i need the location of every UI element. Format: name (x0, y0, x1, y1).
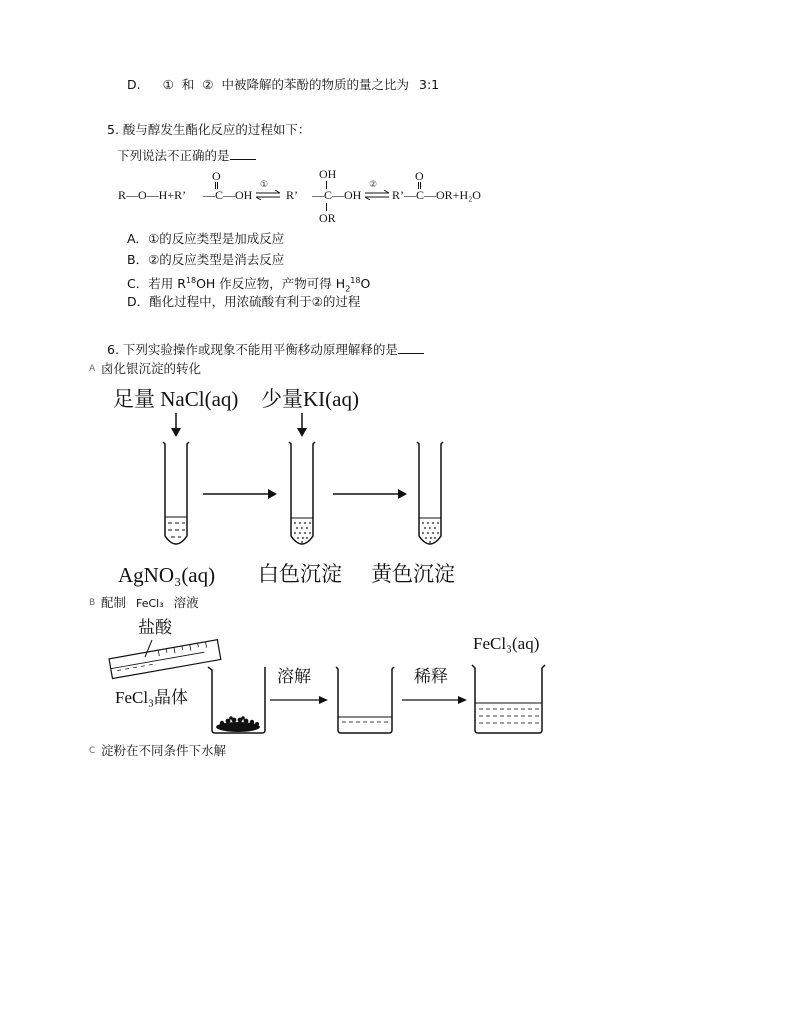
isotope-sup-1: 18 (185, 276, 197, 285)
label-fecl3-crystal: FeCl₃晶体 (115, 688, 188, 707)
label-hydrochloric-acid: 盐酸 (138, 618, 172, 638)
equilibrium-arrow-1 (255, 190, 281, 200)
equilibrium-arrow-2 (364, 190, 390, 200)
label-yellow-precipitate: 黄色沉淀 (371, 562, 455, 586)
label-agno3: AgNO₃(aq) (118, 563, 216, 587)
option-label: A． (127, 231, 149, 246)
eq-ester-product: R’—C—OR+H₂O (392, 188, 481, 202)
q4-option-d (127, 77, 439, 93)
option-text: ②的反应类型是消去反应 (148, 252, 285, 267)
prompt-text: 下列说法不正确的是 (117, 148, 230, 163)
circled-two: ② (202, 77, 214, 92)
label-fecl3-solution: FeCl₃(aq) (473, 634, 540, 653)
option-text-mid: OH 作反应物，产物可得 H (196, 276, 346, 292)
figure-fecl3-preparation (100, 615, 570, 740)
single-bond-bottom (326, 203, 328, 211)
q6-stem (107, 340, 424, 358)
step-1-mark: ① (260, 180, 269, 190)
q6-option-a-marker: A (89, 364, 96, 374)
q6-option-c-text: 淀粉在不同条件下水解 (101, 743, 227, 758)
eq-alcohol: R—O—H+R’ (118, 188, 187, 202)
option-text-post: O (360, 276, 371, 292)
q5-stem: 5. 酸与醇发生酯化反应的过程如下： (107, 122, 311, 137)
option-label: D. (127, 77, 141, 92)
stem-text: 6. 下列实验操作或现象不能用平衡移动原理解释的是 (107, 342, 398, 357)
q6-option-b-text (101, 595, 199, 612)
eq-or-bottom: OR (319, 211, 336, 225)
isotope-sup-2: 18 (350, 276, 361, 285)
q5-option-d (127, 294, 360, 310)
ratio: 3:1 (419, 77, 440, 92)
q5-prompt (117, 146, 256, 164)
q6-option-c-marker: C (89, 746, 96, 756)
eq-o-top-2: O (415, 169, 424, 183)
option-text: 酯化过程中，用浓硫酸有利于②的过程 (149, 294, 361, 309)
label-dissolve: 溶解 (277, 667, 311, 687)
q6-option-a-text: 卤化银沉淀的转化 (101, 361, 202, 376)
option-label: D． (127, 294, 150, 309)
q5-option-b (127, 252, 284, 268)
option-label: C． (127, 276, 149, 292)
label-dilute: 稀释 (414, 667, 448, 687)
q6-option-b-marker: B (89, 598, 96, 608)
figure-silver-halide (92, 384, 472, 589)
eq-mid-r: R’ (286, 188, 298, 202)
text-pre: 配制 (101, 595, 127, 610)
option-text: ①的反应类型是加成反应 (148, 231, 285, 246)
eq-oh-top: OH (319, 167, 337, 181)
test-tube-drawing (92, 384, 472, 589)
option-label: B． (127, 252, 149, 267)
reagent-ki: 少量KI(aq) (261, 387, 359, 411)
formula: FeCl₃ (136, 597, 164, 610)
beaker-drawing (100, 615, 570, 740)
eq-o-top-1: O (212, 169, 221, 183)
option-text: 中被降解的苯酚的物质的量之比为 (221, 77, 410, 92)
q5-option-a (127, 231, 284, 247)
esterification-equation (118, 166, 498, 226)
subscript-2: 2 (345, 284, 351, 294)
reagent-nacl: 足量 NaCl(aq) (113, 387, 239, 411)
eq-acid-part: —C—OH (203, 188, 253, 202)
label-white-precipitate: 白色沉淀 (258, 562, 342, 586)
circled-one: ① (162, 77, 174, 92)
and-word: 和 (181, 77, 195, 92)
answer-blank (230, 146, 256, 160)
answer-blank (398, 340, 424, 354)
option-text-pre: 若用 R (148, 276, 186, 292)
text-post: 溶液 (173, 595, 199, 610)
step-2-mark: ② (369, 180, 378, 190)
eq-mid-c: —C—OH (312, 188, 362, 202)
